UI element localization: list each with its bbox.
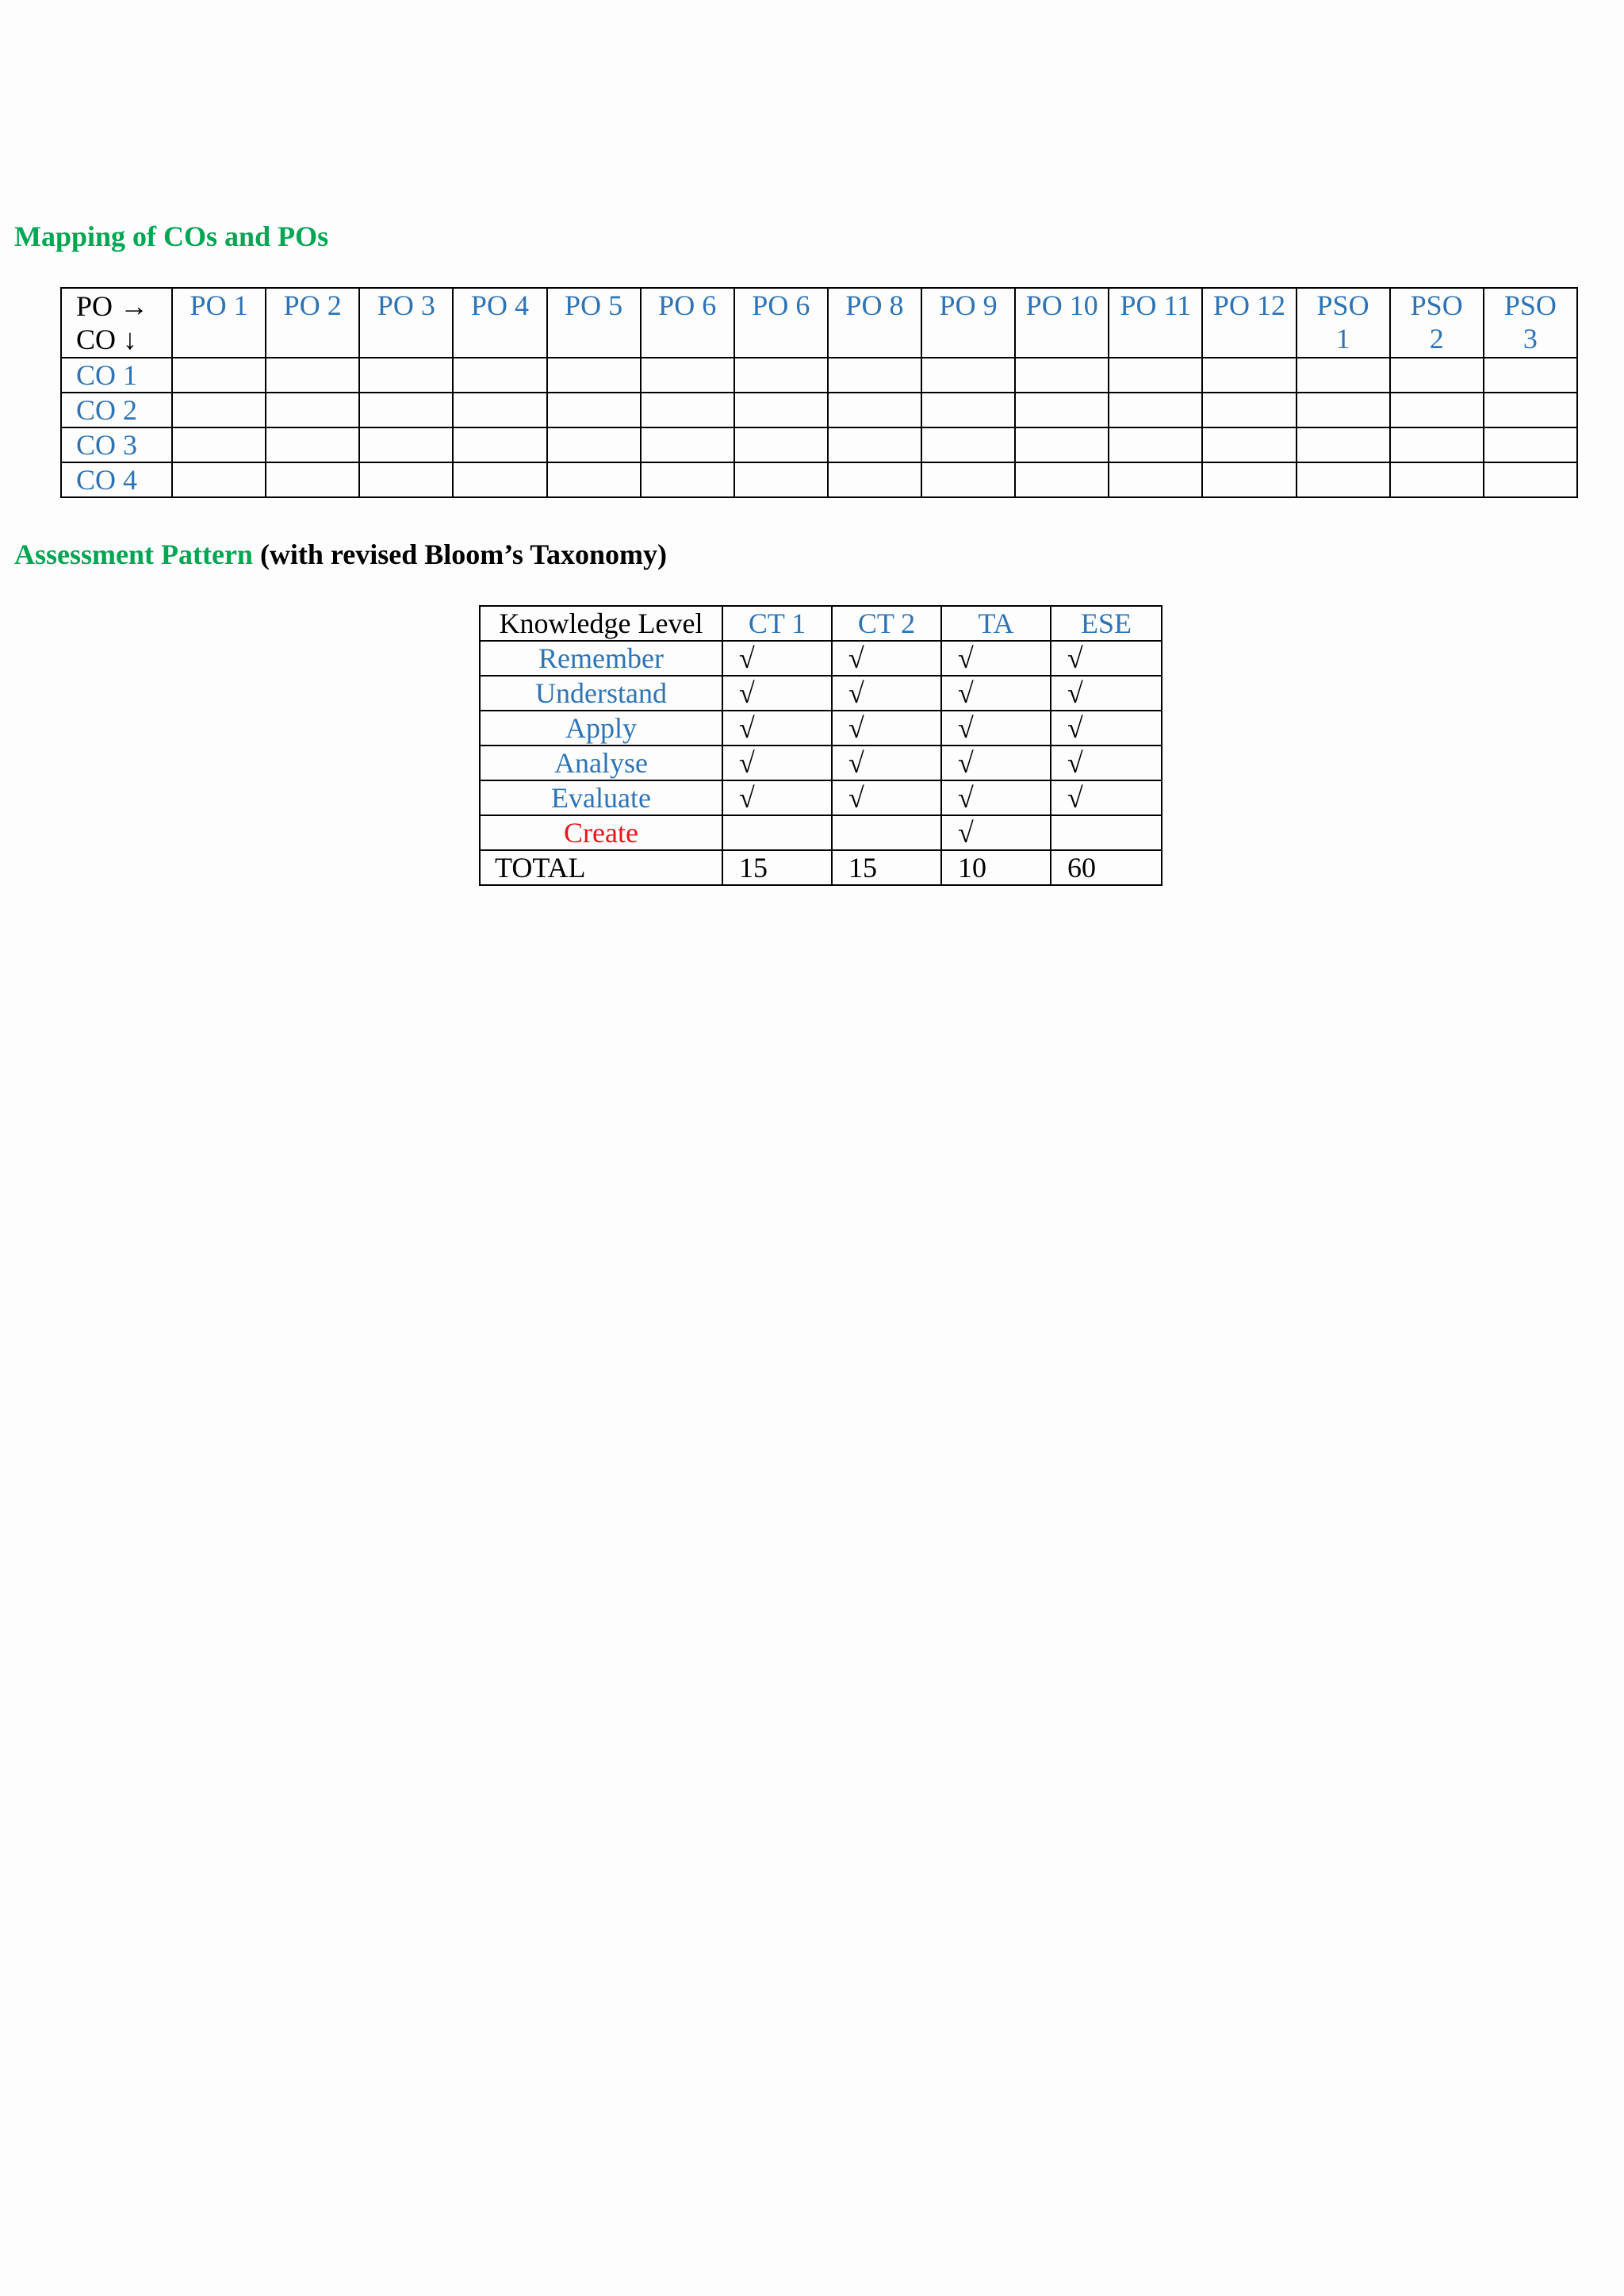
table-row	[480, 711, 1162, 746]
table-cell	[1202, 462, 1296, 497]
table-cell	[1109, 462, 1202, 497]
table-cell	[1484, 358, 1577, 393]
table-header-row	[61, 288, 1577, 358]
check-mark: √	[1051, 711, 1162, 746]
table-cell	[453, 358, 546, 393]
column-header: PO 6	[641, 288, 734, 358]
table-cell	[1109, 393, 1202, 427]
column-header: PSO 1	[1297, 288, 1390, 358]
assessment-heading-green: Assessment Pattern	[14, 539, 253, 570]
table-cell	[921, 393, 1015, 427]
check-mark: √	[941, 780, 1051, 815]
column-header: PO 3	[359, 288, 453, 358]
knowledge-level: Apply	[480, 711, 722, 746]
table-cell	[921, 358, 1015, 393]
mapping-heading: Mapping of COs and POs	[14, 220, 329, 252]
table-row	[61, 393, 1577, 427]
table-cell	[453, 427, 546, 462]
check-mark	[1051, 815, 1162, 850]
table-cell	[641, 358, 734, 393]
table-cell	[453, 462, 546, 497]
table-cell	[1202, 393, 1296, 427]
table-cell	[1109, 358, 1202, 393]
table-cell	[641, 462, 734, 497]
total-label: TOTAL	[480, 850, 722, 885]
check-mark	[722, 815, 832, 850]
row-label: CO 3	[61, 427, 172, 462]
column-header: PO 5	[547, 288, 641, 358]
assessment-pattern-table	[479, 605, 1162, 886]
knowledge-level: Remember	[480, 641, 722, 676]
column-header: PO 10	[1015, 288, 1109, 358]
table-cell	[1484, 427, 1577, 462]
column-header: PO 9	[921, 288, 1015, 358]
table-row	[61, 427, 1577, 462]
table-cell	[1015, 393, 1109, 427]
row-label: CO 1	[61, 358, 172, 393]
table-row	[480, 815, 1162, 850]
table-header-row	[480, 606, 1162, 641]
knowledge-level-header: Knowledge Level	[480, 606, 722, 641]
table-cell	[1015, 427, 1109, 462]
table-cell	[172, 358, 266, 393]
table-cell	[1297, 358, 1390, 393]
table-cell	[828, 462, 921, 497]
table-cell	[1390, 462, 1484, 497]
table-cell	[734, 393, 828, 427]
total-value: 15	[722, 850, 832, 885]
table-cell	[1484, 462, 1577, 497]
assessment-heading-rest: (with revised Bloom’s Taxonomy)	[252, 539, 667, 570]
total-value: 60	[1051, 850, 1162, 885]
check-mark: √	[832, 641, 941, 676]
check-mark: √	[941, 815, 1051, 850]
knowledge-level: Analyse	[480, 746, 722, 780]
table-cell	[641, 427, 734, 462]
check-mark: √	[1051, 676, 1162, 711]
table-cell	[1390, 358, 1484, 393]
check-mark: √	[941, 746, 1051, 780]
column-header: PSO 2	[1390, 288, 1484, 358]
total-row	[480, 850, 1162, 885]
column-header: PO 12	[1202, 288, 1296, 358]
check-mark: √	[941, 676, 1051, 711]
table-row	[61, 358, 1577, 393]
table-cell	[1015, 358, 1109, 393]
column-header: PO 6	[734, 288, 828, 358]
check-mark: √	[1051, 746, 1162, 780]
table-cell	[734, 462, 828, 497]
assessment-heading	[14, 537, 667, 572]
table-row	[480, 676, 1162, 711]
column-header: CT 2	[832, 606, 941, 641]
check-mark: √	[832, 780, 941, 815]
column-header: TA	[941, 606, 1051, 641]
knowledge-level: Understand	[480, 676, 722, 711]
table-cell	[359, 393, 453, 427]
table-cell	[641, 393, 734, 427]
table-row	[480, 746, 1162, 780]
table-cell	[828, 358, 921, 393]
table-row	[480, 780, 1162, 815]
column-header: PO 1	[172, 288, 266, 358]
column-header: CT 1	[722, 606, 832, 641]
table-cell	[547, 462, 641, 497]
total-value: 10	[941, 850, 1051, 885]
co-po-mapping-table	[60, 287, 1578, 498]
check-mark: √	[832, 746, 941, 780]
row-label: CO 2	[61, 393, 172, 427]
table-cell	[1297, 427, 1390, 462]
table-cell	[359, 462, 453, 497]
check-mark: √	[1051, 780, 1162, 815]
table-cell	[359, 358, 453, 393]
check-mark: √	[722, 746, 832, 780]
table-cell	[1015, 462, 1109, 497]
table-cell	[1297, 462, 1390, 497]
table-cell	[266, 427, 359, 462]
column-header: PO 4	[453, 288, 546, 358]
check-mark: √	[1051, 641, 1162, 676]
table-cell	[1109, 427, 1202, 462]
table-cell	[1484, 393, 1577, 427]
table-cell	[266, 393, 359, 427]
column-header: PO 11	[1109, 288, 1202, 358]
table-cell	[734, 427, 828, 462]
check-mark: √	[832, 711, 941, 746]
co-arrow-label: CO ↓	[76, 324, 138, 355]
check-mark: √	[941, 641, 1051, 676]
po-arrow-label: PO →	[76, 290, 149, 322]
table-cell	[828, 427, 921, 462]
check-mark: √	[722, 780, 832, 815]
table-cell	[734, 358, 828, 393]
table-cell	[828, 393, 921, 427]
table-row	[480, 641, 1162, 676]
check-mark	[832, 815, 941, 850]
column-header: ESE	[1051, 606, 1162, 641]
check-mark: √	[832, 676, 941, 711]
table-row	[61, 462, 1577, 497]
knowledge-level: Evaluate	[480, 780, 722, 815]
table-cell	[547, 427, 641, 462]
table-cell	[359, 427, 453, 462]
total-value: 15	[832, 850, 941, 885]
table-cell	[172, 427, 266, 462]
table-cell	[172, 462, 266, 497]
check-mark: √	[722, 676, 832, 711]
column-header: PO 8	[828, 288, 921, 358]
table-cell	[1390, 393, 1484, 427]
column-header: PSO 3	[1484, 288, 1577, 358]
table-cell	[453, 393, 546, 427]
check-mark: √	[722, 711, 832, 746]
table-cell	[1202, 358, 1296, 393]
table-cell	[547, 393, 641, 427]
table-cell	[1390, 427, 1484, 462]
row-label: CO 4	[61, 462, 172, 497]
table-cell	[266, 462, 359, 497]
column-header: PO 2	[266, 288, 359, 358]
check-mark: √	[722, 641, 832, 676]
table-cell	[547, 358, 641, 393]
table-cell	[1202, 427, 1296, 462]
table-cell	[921, 427, 1015, 462]
knowledge-level: Create	[480, 815, 722, 850]
table-cell	[266, 358, 359, 393]
corner-cell	[61, 288, 172, 358]
check-mark: √	[941, 711, 1051, 746]
table-cell	[921, 462, 1015, 497]
table-cell	[1297, 393, 1390, 427]
table-cell	[172, 393, 266, 427]
